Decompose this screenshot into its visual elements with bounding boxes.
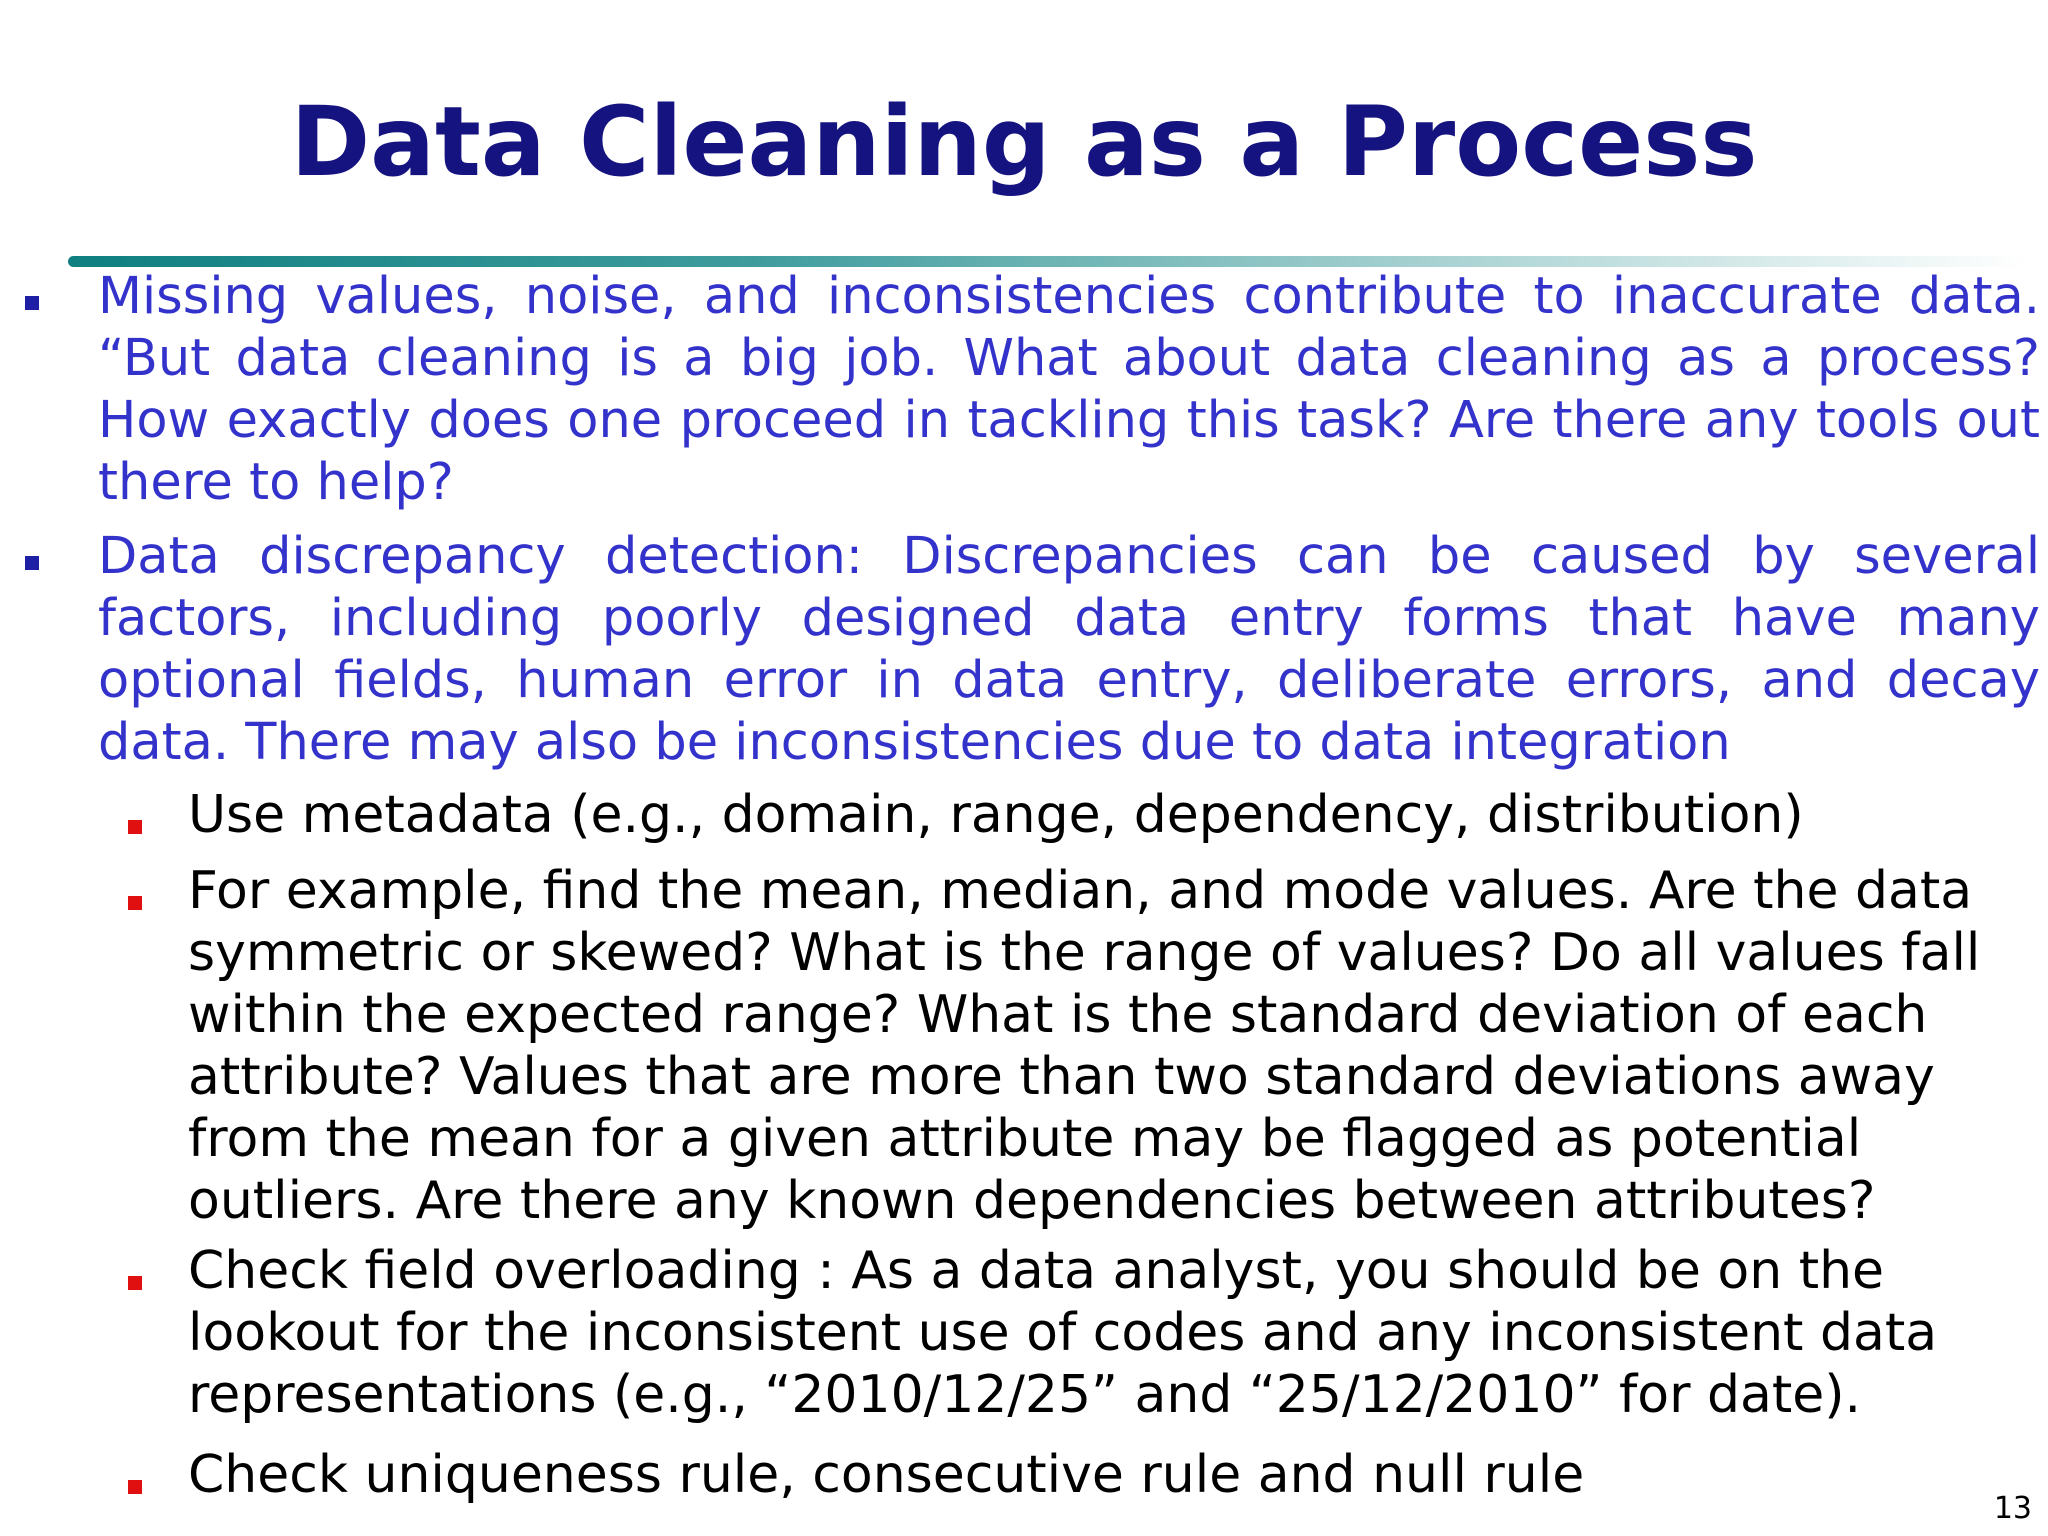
sub-bullet-1-text: Use metadata (e.g., domain, range, dependency, distribution) — [188, 785, 1804, 845]
sub-bullet-marker-icon — [128, 896, 142, 910]
bullet-marker-icon — [25, 296, 39, 310]
sub-bullet-marker-icon — [128, 820, 142, 834]
sub-bullet-marker-icon — [128, 1276, 142, 1290]
sub-bullet-4-text: Check uniqueness rule, consecutive rule and null rule — [188, 1445, 1585, 1505]
slide-title: Data Cleaning as a Process — [290, 86, 1758, 198]
bullet-marker-icon — [25, 556, 39, 570]
sub-bullet-3-text: Check field overloading : As a data analyst, you should be on the lookout for the inconsistent use of codes and any inconsistent data representations (e.g., “2010/12/25” and “25/12/2010” for date). — [188, 1241, 1938, 1425]
bullet-2-text: Data discrepancy detection: Discrepancies can be caused by several factors, including poorly designed data entry forms that have many optional fields, human error in data entry, deliberate errors, and decay data. There may also be inconsistencies due to data integration — [98, 527, 2040, 772]
page-number: 13 — [1993, 1491, 2032, 1526]
bullet-1-text: Missing values, noise, and inconsistencies contribute to inaccurate data. “But data cleaning is a big job. What about data cleaning as a process? How exactly does one proceed in tackling this task? Are there any tools out there to help? — [98, 267, 2040, 512]
sub-bullet-2-text: For example, find the mean, median, and mode values. Are the data symmetric or skewed? What is the range of values? Do all values fall within the expected range? What is the standard deviation of each attribute? Values that are more than two standard deviations away from the mean for a given attribute may be flagged as potential outliers. Are there any known dependencies between attributes? — [188, 861, 1981, 1231]
sub-bullet-marker-icon — [128, 1480, 142, 1494]
